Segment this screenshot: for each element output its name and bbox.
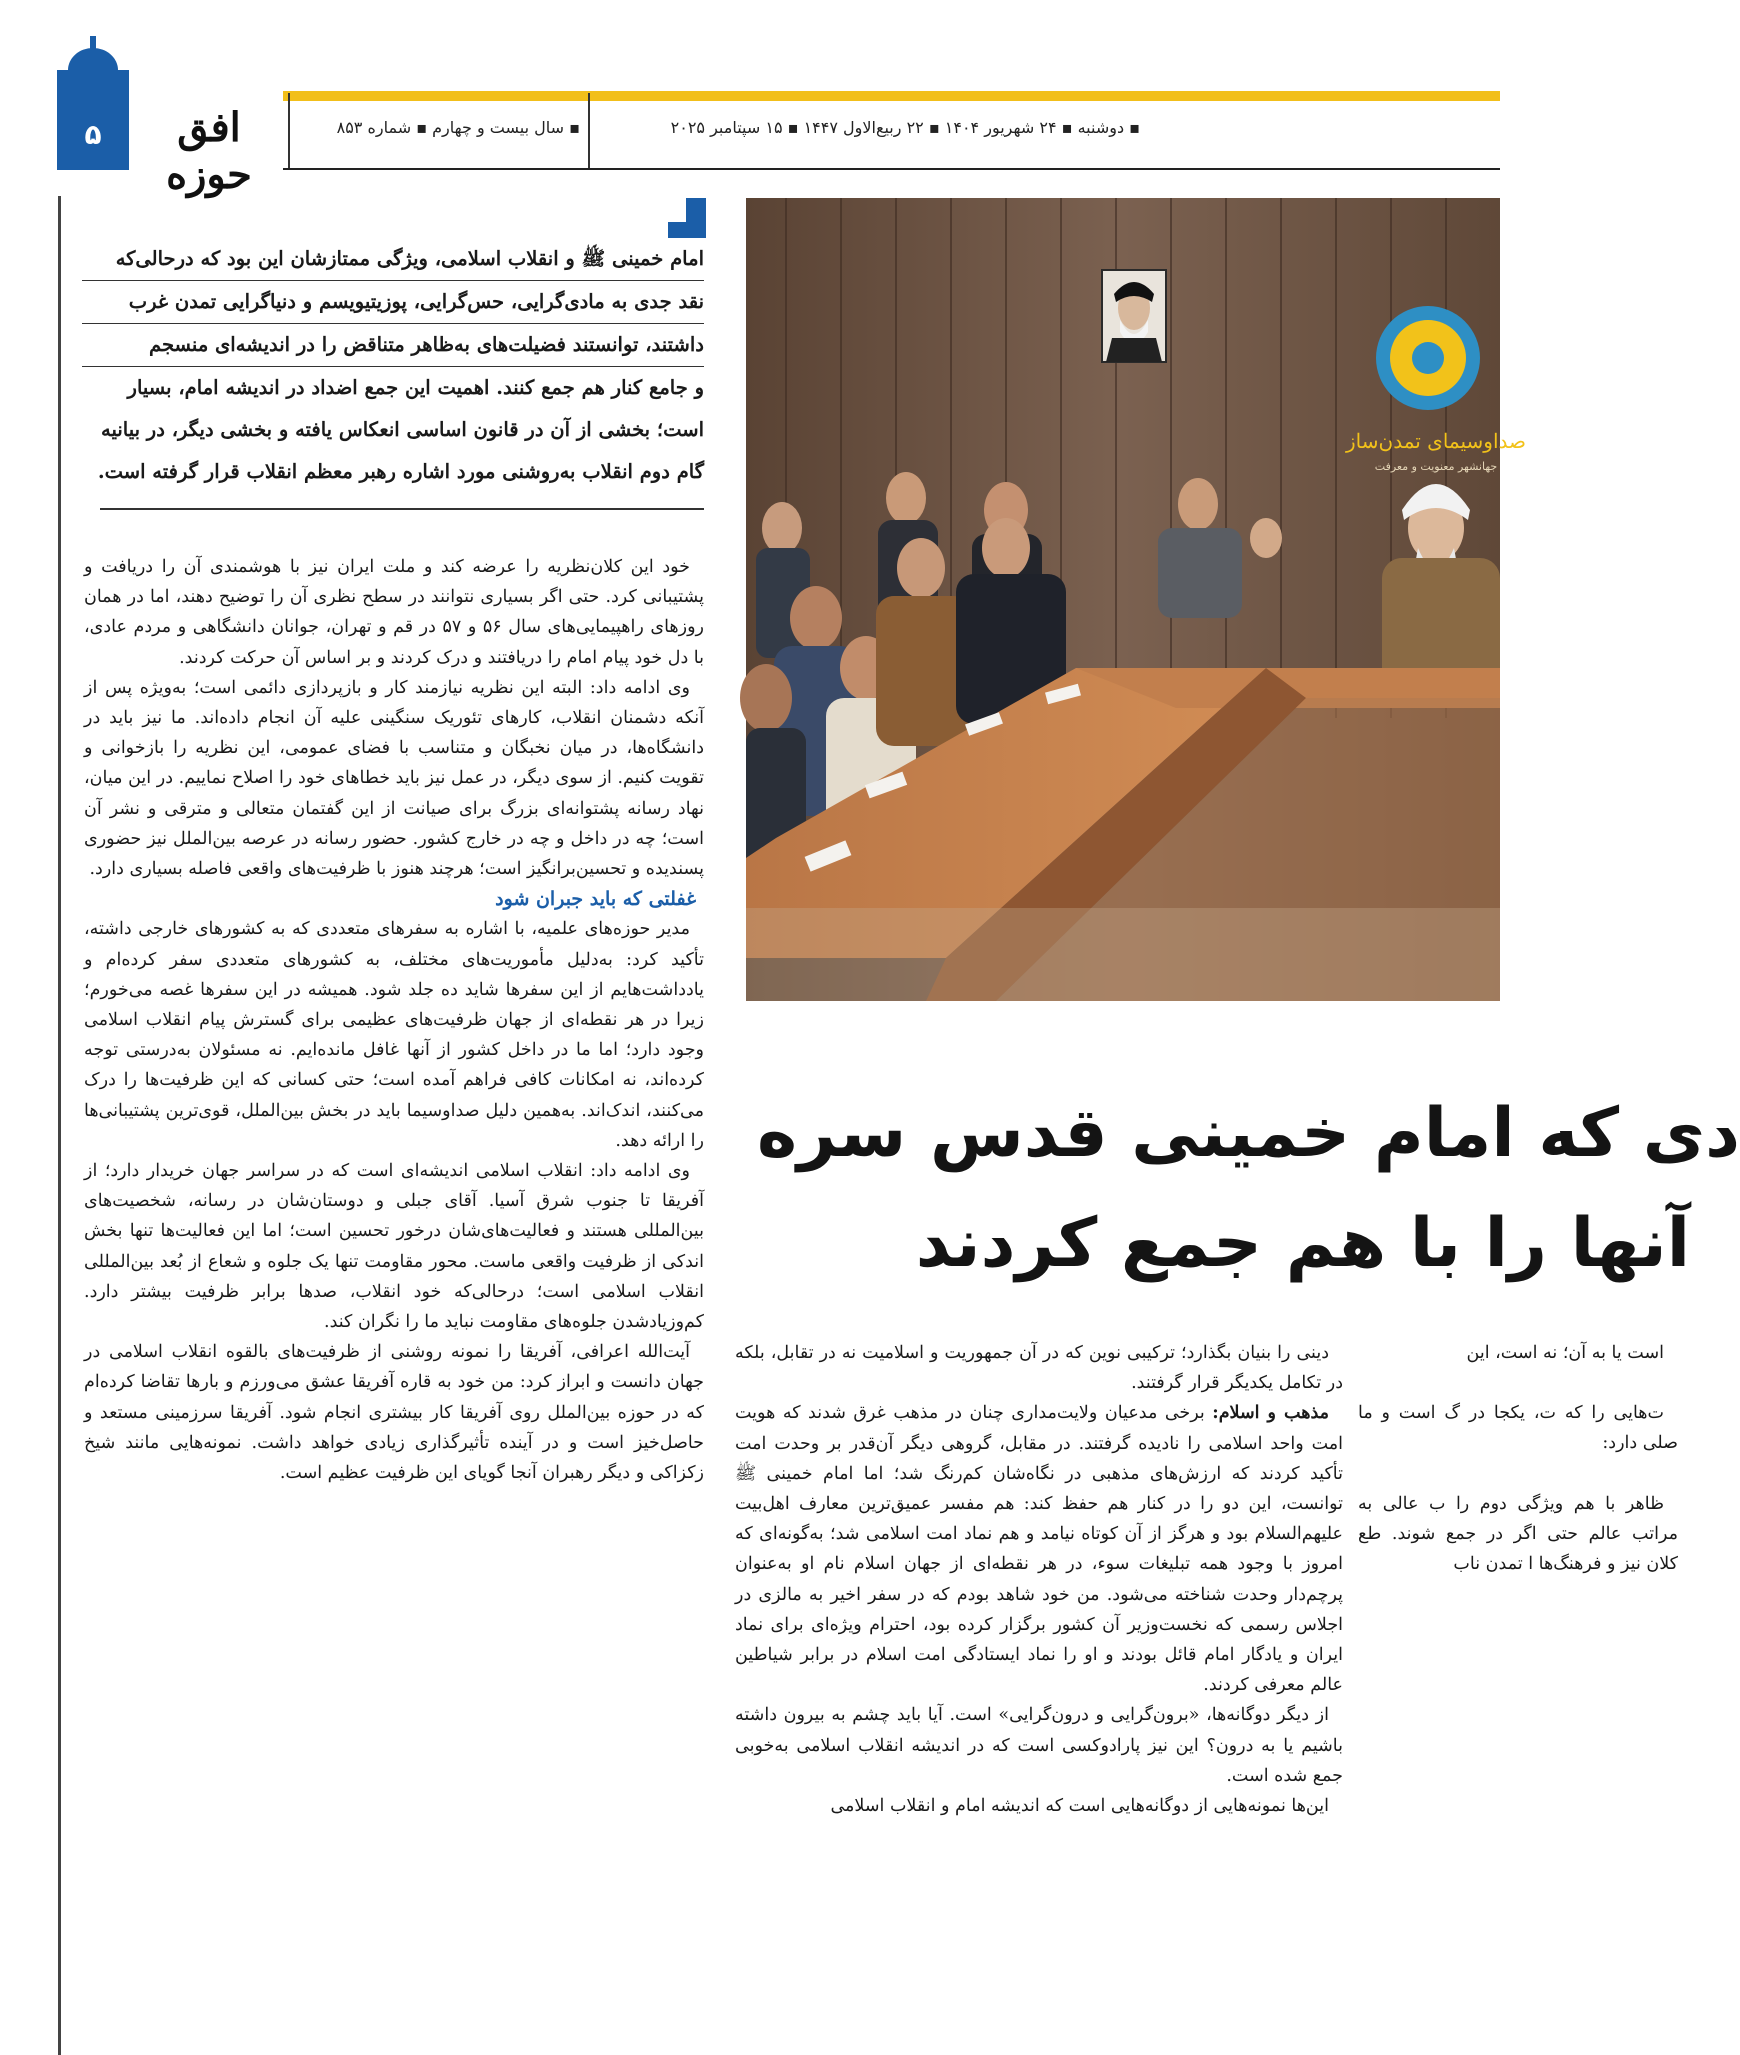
paragraph: ظاهر با هم ویژگی دوم را ب عالی به مراتب عالم حتی اگر در جمع شوند. طع کلان نیز و فرهنگ‌ها ا تمدن ناب <box>1358 1493 1678 1575</box>
subheading: غفلتی که باید جبران شود <box>495 888 696 911</box>
lead-line: و جامع کنار هم جمع کنند. اهمیت این جمع اضداد در اندیشه امام، بسیار <box>127 376 704 399</box>
header-accent-bar <box>283 91 1500 101</box>
column-rule <box>58 196 61 2055</box>
lead-line: است؛ بخشی از آن در قانون اساسی انعکاس یافته و بخشی دیگر، در بیانیه <box>101 418 704 441</box>
lead-line: گام دوم انقلاب به‌روشنی مورد اشاره رهبر معظم انقلاب قرار گرفته است. <box>97 460 704 483</box>
page-number: ۵ <box>84 118 102 151</box>
meeting-photo-illustration <box>746 198 1526 1001</box>
lead-marker <box>668 198 706 238</box>
middle-column-body <box>735 1338 1343 1821</box>
emblem-text: صداوسیمای تمدن‌ساز <box>1346 429 1526 453</box>
issue-info: ▪ سال بیست و چهارم ▪ شماره ۸۵۳ <box>336 118 580 137</box>
paragraph: خود این کلان‌نظریه را عرضه کند و ملت ایران نیز با هوشمندی آن را دریافت و پشتیبانی کرد. حتی اگر بسیاری نتوانند در سطح نظری آن را توضیح دهند، اما در همان روزهای راهپیمایی‌های سال ۵۶ و ۵۷ در قم و تهران، جوانان دانشگاهی و مردم عادی، با دل خود پیام امام را دریافتند و درک کردند و بر اساس آن حرکت کردند. <box>84 557 705 668</box>
paragraph: دینی را بنیان بگذارد؛ ترکیبی نوین که در آن جمهوریت و اسلامیت نه در تقابل، بلکه در تکامل یکدیگر قرار گرفتند. <box>735 1343 1343 1394</box>
header-rule <box>283 168 1500 170</box>
masthead-logo: افق حوزه <box>166 104 252 198</box>
paragraph: ت‌هایی را که ت، یکجا در گ است و ما صلی دارد: <box>1358 1403 1678 1454</box>
right-column-body <box>1358 1338 1678 1579</box>
lead-end-rule <box>100 508 704 510</box>
headline-line-2: آنها را با هم جمع کردند <box>915 1204 1690 1283</box>
lead-line: نقد جدی به مادی‌گرایی، حس‌گرایی، پوزیتیویسم و دنیاگرایی تمدن غرب <box>82 281 704 324</box>
paragraph: این‌ها نمونه‌هایی از دوگانه‌هایی است که اندیشه امام و انقلاب اسلامی <box>830 1796 1329 1817</box>
lead-line: امام خمینی ﷺ و انقلاب اسلامی، ویژگی ممتازشان این بود که درحالی‌که <box>82 238 704 281</box>
paragraph <box>735 1398 1343 1700</box>
lead-line: داشتند، توانستند فضیلت‌های به‌ظاهر متناقض را در اندیشه‌ای منسجم <box>82 324 704 367</box>
paragraph: مدیر حوزه‌های علمیه، با اشاره به سفرهای متعددی که به کشورهای خارجی داشته، تأکید کرد: به‌دلیل مأموریت‌های مختلف، به کشورهای متعددی سفر کرده‌ام و یادداشت‌هایم از این سفرها شاید ده جلد شود. همیشه در این سفرها غصه می‌خورم؛ زیرا در هر نقطه‌ای از جهان ظرفیت‌های عظیمی برای گسترش پیام انقلاب اسلامی وجود دارد؛ اما ما در داخل کشور از آنها غافل مانده‌ایم. نه مسئولان به‌درستی توجه کرده‌اند، نه امکانات کافی فراهم آمده است؛ حتی کسانی که این ظرفیت‌ها را درک می‌کنند، اندک‌اند. به‌همین دلیل صداوسیما باید در بخش بین‌الملل، قوی‌ترین پشتیبانی‌ها را ارائه دهد. <box>84 919 704 1151</box>
meeting-photo <box>746 198 1526 1001</box>
headline-line-1: دی که امام خمینی قدس سره <box>756 1094 1740 1173</box>
header-divider <box>588 93 590 169</box>
run-in-heading: مذهب و اسلام: <box>1212 1403 1330 1424</box>
emblem-subtext: جهانشهر معنویت و معرفت <box>1374 460 1498 473</box>
paragraph: است یا به آن؛ نه است، این <box>1466 1343 1664 1363</box>
left-column-body <box>84 552 704 1488</box>
date-line: ▪ دوشنبه ▪ ۲۴ شهریور ۱۴۰۴ ▪ ۲۲ ربیع‌الاول ۱۴۴۷ ▪ ۱۵ سپتامبر ۲۰۲۵ <box>670 118 1140 137</box>
paragraph: از دیگر دوگانه‌ها، «برون‌گرایی و درون‌گرایی» است. آیا باید چشم به بیرون داشته باشیم یا به درون؟ این نیز پارادوکسی است که در اندیشه انقلاب اسلامی به‌خوبی جمع شده است. <box>735 1705 1343 1786</box>
header-divider <box>288 93 290 169</box>
paragraph: آیت‌الله اعرافی، آفریقا را نمونه روشنی از ظرفیت‌های بالقوه انقلاب اسلامی در جهان دانست و ابراز کرد: من خود به قاره آفریقا عشق می‌ورزم و بارها تقاضا کرده‌ام که در حوزه بین‌الملل روی آفریقا کار بیشتری انجام شود. آفریقا سرزمینی مستعد و حاصل‌خیز است و در آینده تأثیرگذاری زیادی خواهد داشت. نمونه‌هایی مانند شیخ زکزاکی و دیگر رهبران آنجا گویای این ظرفیت عظیم است. <box>84 1342 704 1484</box>
paragraph-text: برخی مدعیان ولایت‌مداری چنان در مذهب غرق شدند که هویت امت واحد اسلامی را نادیده گرفتند. در مقابل، گروهی دیگر آن‌قدر بر وحدت امت تأکید کردند که ارزش‌های مذهبی در نگاه‌شان کم‌رنگ شد؛ اما امام خمینی ﷺ توانست، این دو را در کنار هم حفظ کند: هم مفسر عمیق‌ترین معارف اهل‌بیت علیهم‌السلام بود و هرگز از آن کوتاه نیامد و هم نماد امت اسلامی شد؛ به‌گونه‌ای که امروز با وجود همه تبلیغات سوء، در هر نقطه‌ای از جهان اسلام نام او به‌عنوان پرچم‌دار وحدت شناخته می‌شود. من خود شاهد بودم که در سفر اخیر به مالزی در اجلاس رسمی که نخست‌وزیر آن کشور برگزار کرده بود، احترام ویژه‌ای برای نماد ایران و یادگار امام قائل بودند و او را نماد ایستادگی امت اسلام در برابر شیاطین عالم معرفی کردند. <box>735 1403 1343 1696</box>
paragraph: وی ادامه داد: البته این نظریه نیازمند کار و بازپردازی دائمی است؛ به‌ویژه پس از آنکه دشمنان انقلاب، کارهای تئوریک سنگینی علیه آن انجام داده‌اند. ما نیز باید در دانشگاه‌ها، در میان نخبگان و متناسب با فضای عمومی، این نظریه را بازخوانی و تقویت کنیم. از سوی دیگر، در عمل نیز باید خطاهای خود را اصلاح نماییم. در این میان، نهاد رسانه پشتوانه‌ای بزرگ برای صیانت از این گفتمان متعالی و مترقی و نشر آن است؛ چه در داخل و چه در خارج کشور. حضور رسانه در عرصه بین‌الملل نیز حضوری پسندیده و تحسین‌برانگیز است؛ هرچند هنوز با ظرفیت‌های واقعی فاصله بسیاری دارد. <box>84 677 704 880</box>
paragraph: وی ادامه داد: انقلاب اسلامی اندیشه‌ای است که در سراسر جهان خریدار دارد؛ از آفریقا تا جنوب شرق آسیا. آقای جبلی و دوستان‌شان در رسانه، شخصیت‌های بین‌المللی هستند و فعالیت‌های‌شان درخور تحسین است؛ اما این فعالیت‌ها تنها بخش اندکی از ظرفیت واقعی ماست. محور مقاومت تنها یک جلوه و شعاع از بُعد بین‌المللی انقلاب اسلامی است؛ درحالی‌که خود انقلاب، صدها برابر ظرفیت بیشتر دارد. کم‌وزیاد‌شدن جلوه‌های مقاومت نباید ما را نگران کند. <box>84 1161 704 1333</box>
lead-paragraph <box>82 238 704 493</box>
